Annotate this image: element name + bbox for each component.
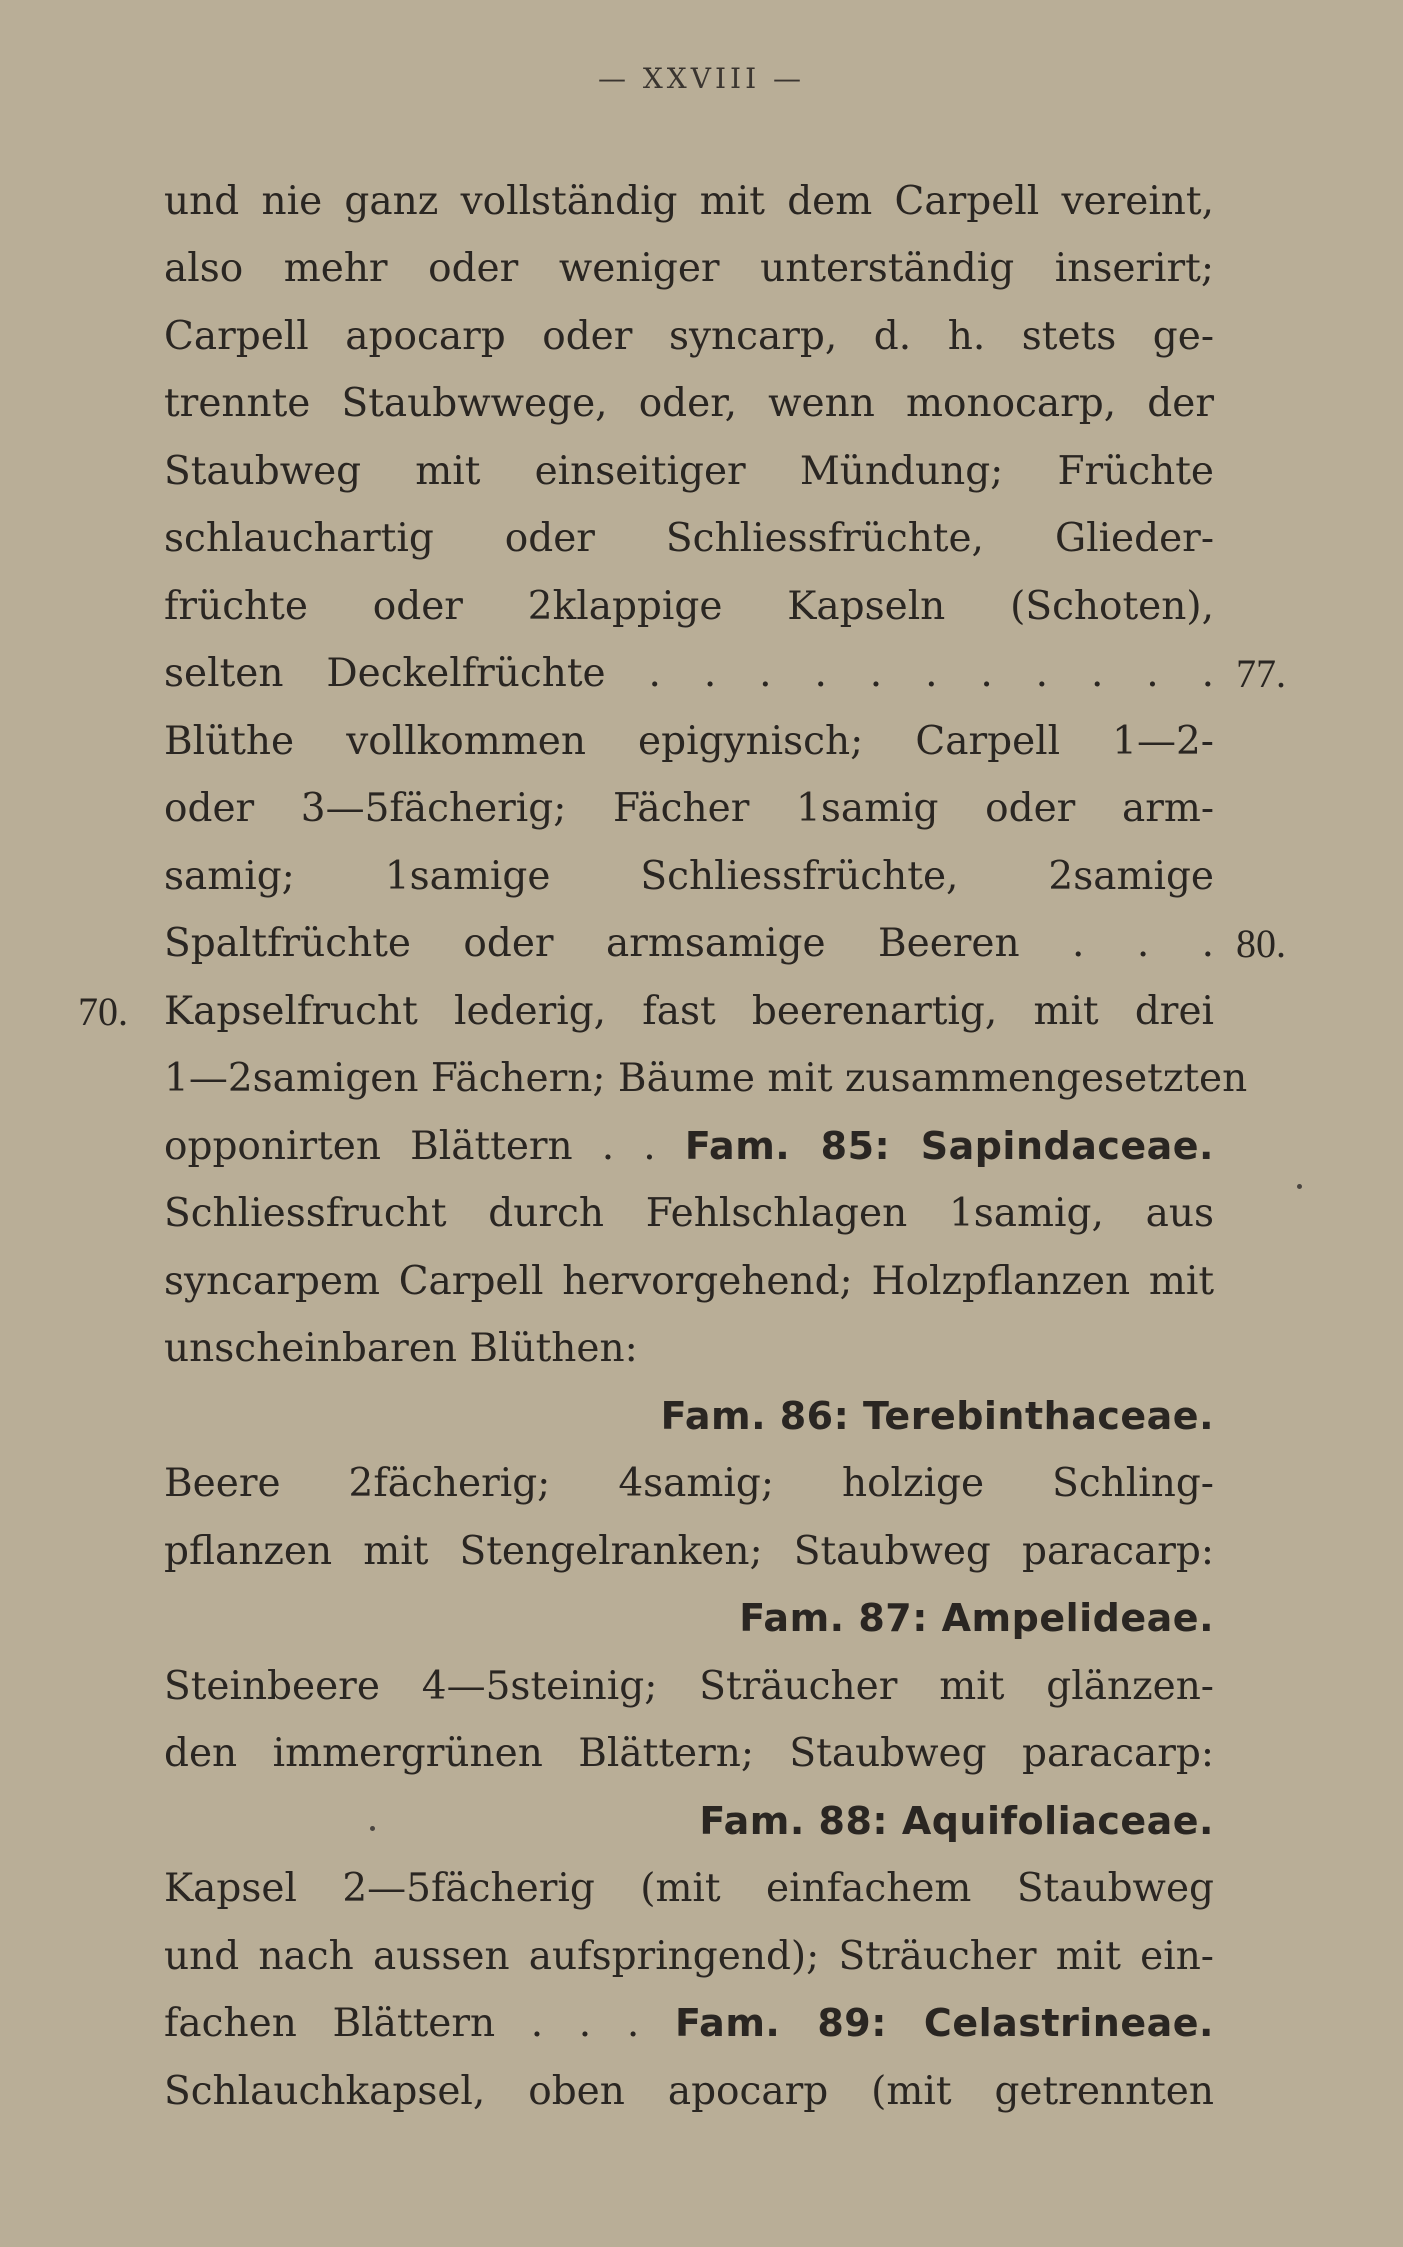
- text-line: pflanzen mit Stengelranken; Staubweg paracarp:: [164, 1529, 1214, 1574]
- text-line: Schlauchkapsel, oben apocarp (mit getrennten: [164, 2069, 1214, 2114]
- key-number: 70.: [78, 989, 128, 1034]
- text-line: Blüthe vollkommen epigynisch; Carpell 1—2-: [164, 719, 1214, 764]
- text-line: Schliessfrucht durch Fehlschlagen 1samig, aus: [164, 1191, 1214, 1236]
- text-line: Spaltfrüchte oder armsamige Beeren . . .: [164, 921, 1214, 966]
- text-line: und nach aussen aufspringend); Sträucher mit ein-: [164, 1934, 1214, 1979]
- reference-number: 77.: [1236, 651, 1286, 696]
- text-line: 1—2samigen Fächern; Bäume mit zusammengesetzten: [164, 1056, 1248, 1101]
- text-line: früchte oder 2klappige Kapseln (Schoten),: [164, 584, 1214, 629]
- text-line-part: opponirten Blättern . .: [164, 1124, 656, 1169]
- text-line: oder 3—5fächerig; Fächer 1samig oder arm-: [164, 786, 1214, 831]
- ink-speck: [1297, 1184, 1302, 1189]
- text-line: Staubweg mit einseitiger Mündung; Früchte: [164, 449, 1214, 494]
- text-line: samig; 1samige Schliessfrüchte, 2samige: [164, 854, 1214, 899]
- page-header: — XXVIII —: [597, 62, 806, 95]
- text-line: trennte Staubwwege, oder, wenn monocarp, der: [164, 381, 1214, 426]
- text-line: [164, 1124, 1214, 1169]
- text-line: also mehr oder weniger unterständig inserirt;: [164, 246, 1214, 291]
- text-line: den immergrünen Blättern; Staubweg paracarp:: [164, 1731, 1214, 1776]
- text-line: Steinbeere 4—5steinig; Sträucher mit glänzen-: [164, 1664, 1214, 1709]
- reference-number: 80.: [1236, 921, 1286, 966]
- family-name: Fam. 89: Celastrineae.: [674, 2001, 1214, 2045]
- text-line: selten Deckelfrüchte . . . . . . . . . . .: [164, 651, 1214, 696]
- text-line: unscheinbaren Blüthen:: [164, 1326, 638, 1371]
- text-line: schlauchartig oder Schliessfrüchte, Glieder-: [164, 516, 1214, 561]
- family-name: Fam. 85: Sapindaceae.: [684, 1124, 1214, 1168]
- text-line: Kapsel 2—5fächerig (mit einfachem Staubweg: [164, 1866, 1214, 1911]
- text-line: [164, 2001, 1214, 2046]
- family-name: Fam. 87: Ampelideae.: [739, 1596, 1214, 1640]
- text-line: [164, 1596, 1214, 1640]
- text-line: [164, 1394, 1214, 1438]
- text-line: Kapselfrucht lederig, fast beerenartig, mit drei: [164, 989, 1214, 1034]
- text-line: Beere 2fächerig; 4samig; holzige Schling-: [164, 1461, 1214, 1506]
- text-line: syncarpem Carpell hervorgehend; Holzpflanzen mit: [164, 1259, 1214, 1304]
- text-line: und nie ganz vollständig mit dem Carpell vereint,: [164, 179, 1214, 224]
- text-line: Carpell apocarp oder syncarp, d. h. stets ge-: [164, 314, 1214, 359]
- text-line: [164, 1799, 1214, 1843]
- family-name: Fam. 86: Terebinthaceae.: [660, 1394, 1214, 1438]
- family-name: Fam. 88: Aquifoliaceae.: [699, 1799, 1214, 1843]
- ink-speck: [370, 1826, 375, 1831]
- text-line-part: fachen Blättern . . .: [164, 2001, 640, 2046]
